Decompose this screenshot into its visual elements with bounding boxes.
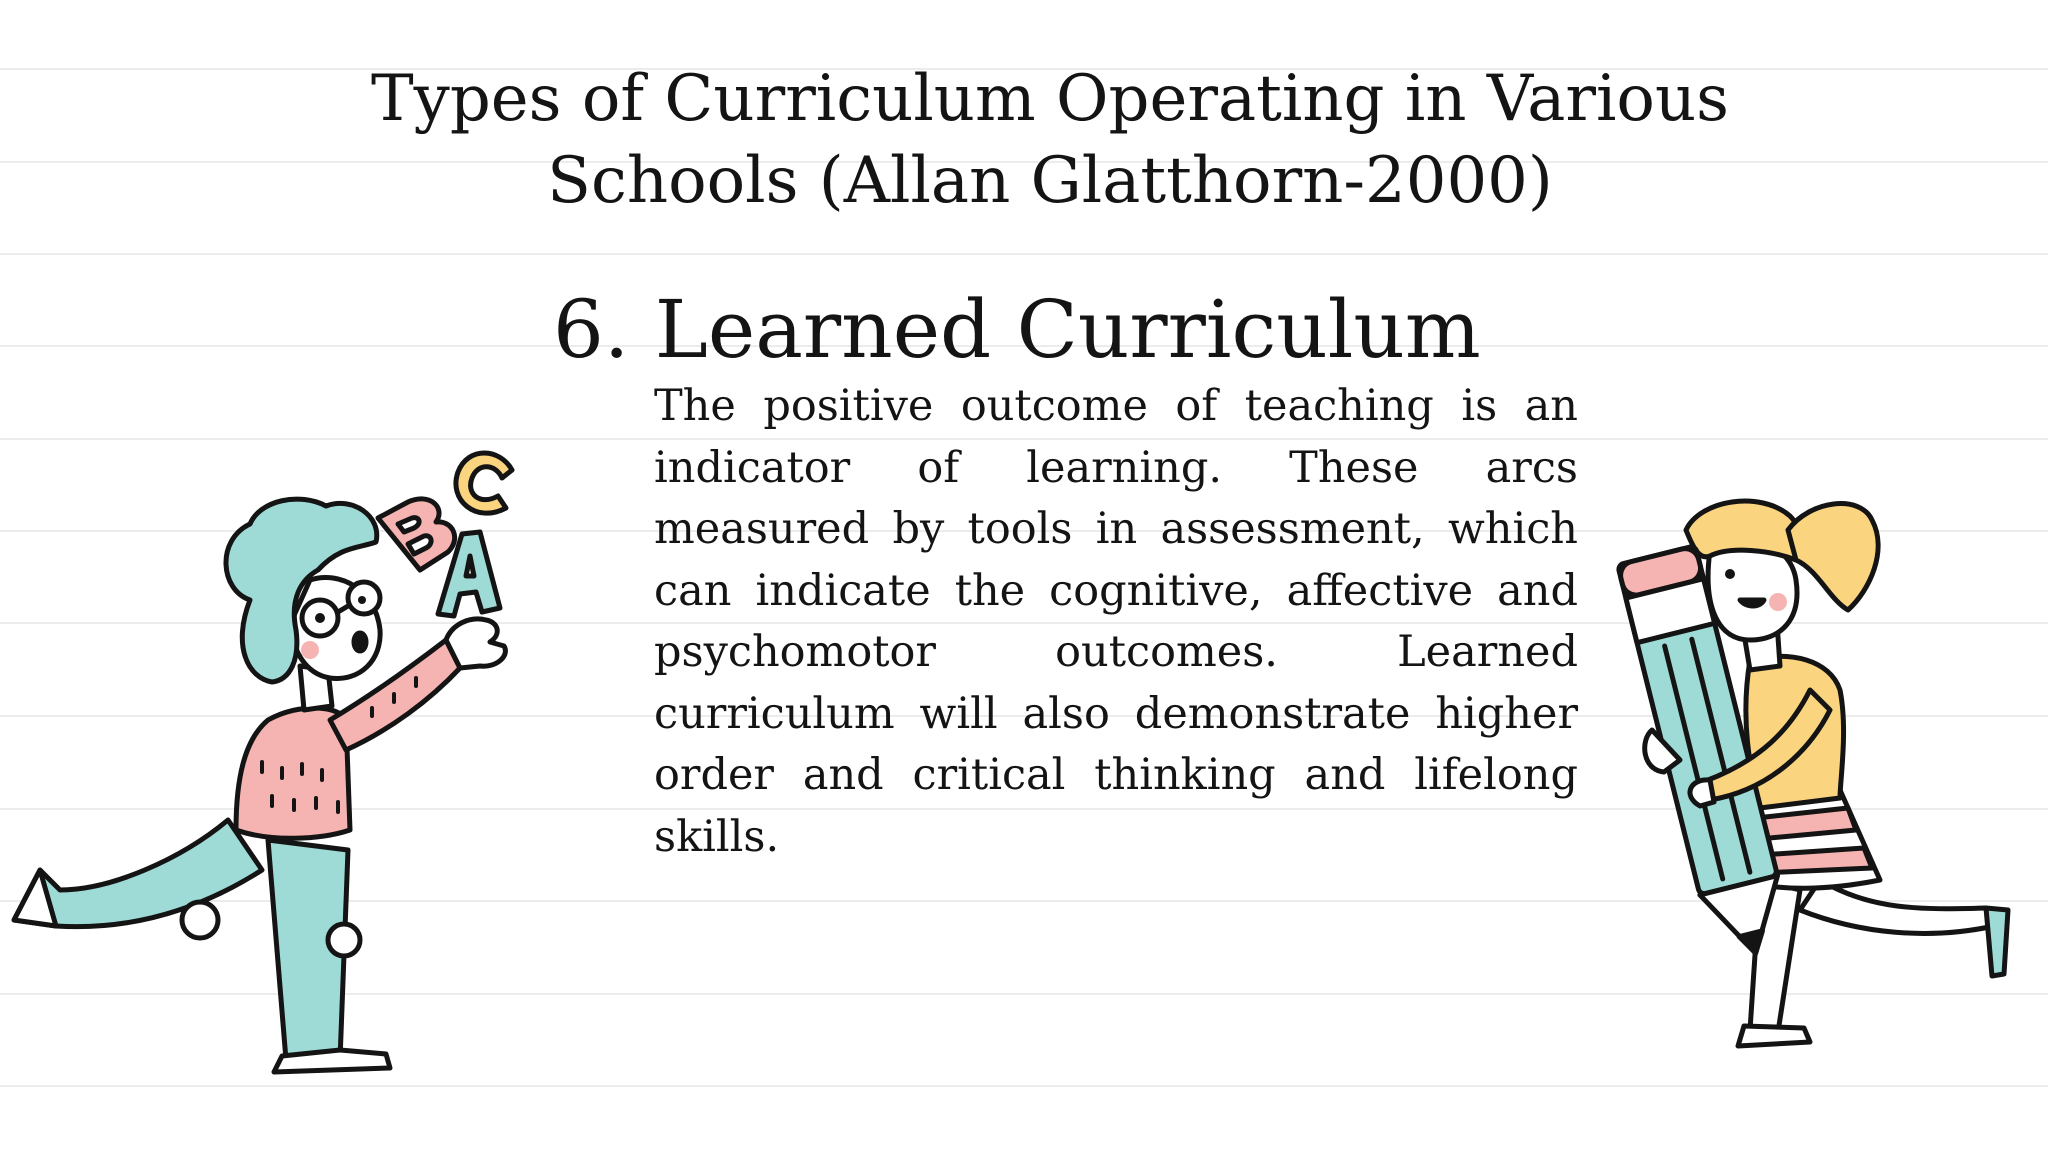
letter-b-icon bbox=[378, 499, 455, 570]
slide-title-line-2: Schools (Allan Glatthorn-2000) bbox=[547, 144, 1553, 218]
slide-title-line-1: Types of Curriculum Operating in Various bbox=[370, 62, 1730, 136]
girl-holding-pencil-illustration bbox=[1590, 490, 2030, 1070]
body-paragraph: The positive outcome of teaching is an indicator of learning. These arcs measured by tools in assessment, which can indicate the cognitive, affective and psychomotor outcomes. Learned curriculum will also demonstrate higher order and critical thinking and lifelong skills. bbox=[654, 381, 1578, 862]
letter-c-icon bbox=[456, 453, 512, 513]
ruled-line bbox=[0, 253, 2048, 255]
slide-title bbox=[0, 58, 2048, 222]
boy-catching-letters-illustration bbox=[0, 420, 540, 1080]
ruled-line bbox=[0, 1085, 2048, 1087]
section-heading: 6. Learned Curriculum bbox=[553, 283, 1481, 376]
